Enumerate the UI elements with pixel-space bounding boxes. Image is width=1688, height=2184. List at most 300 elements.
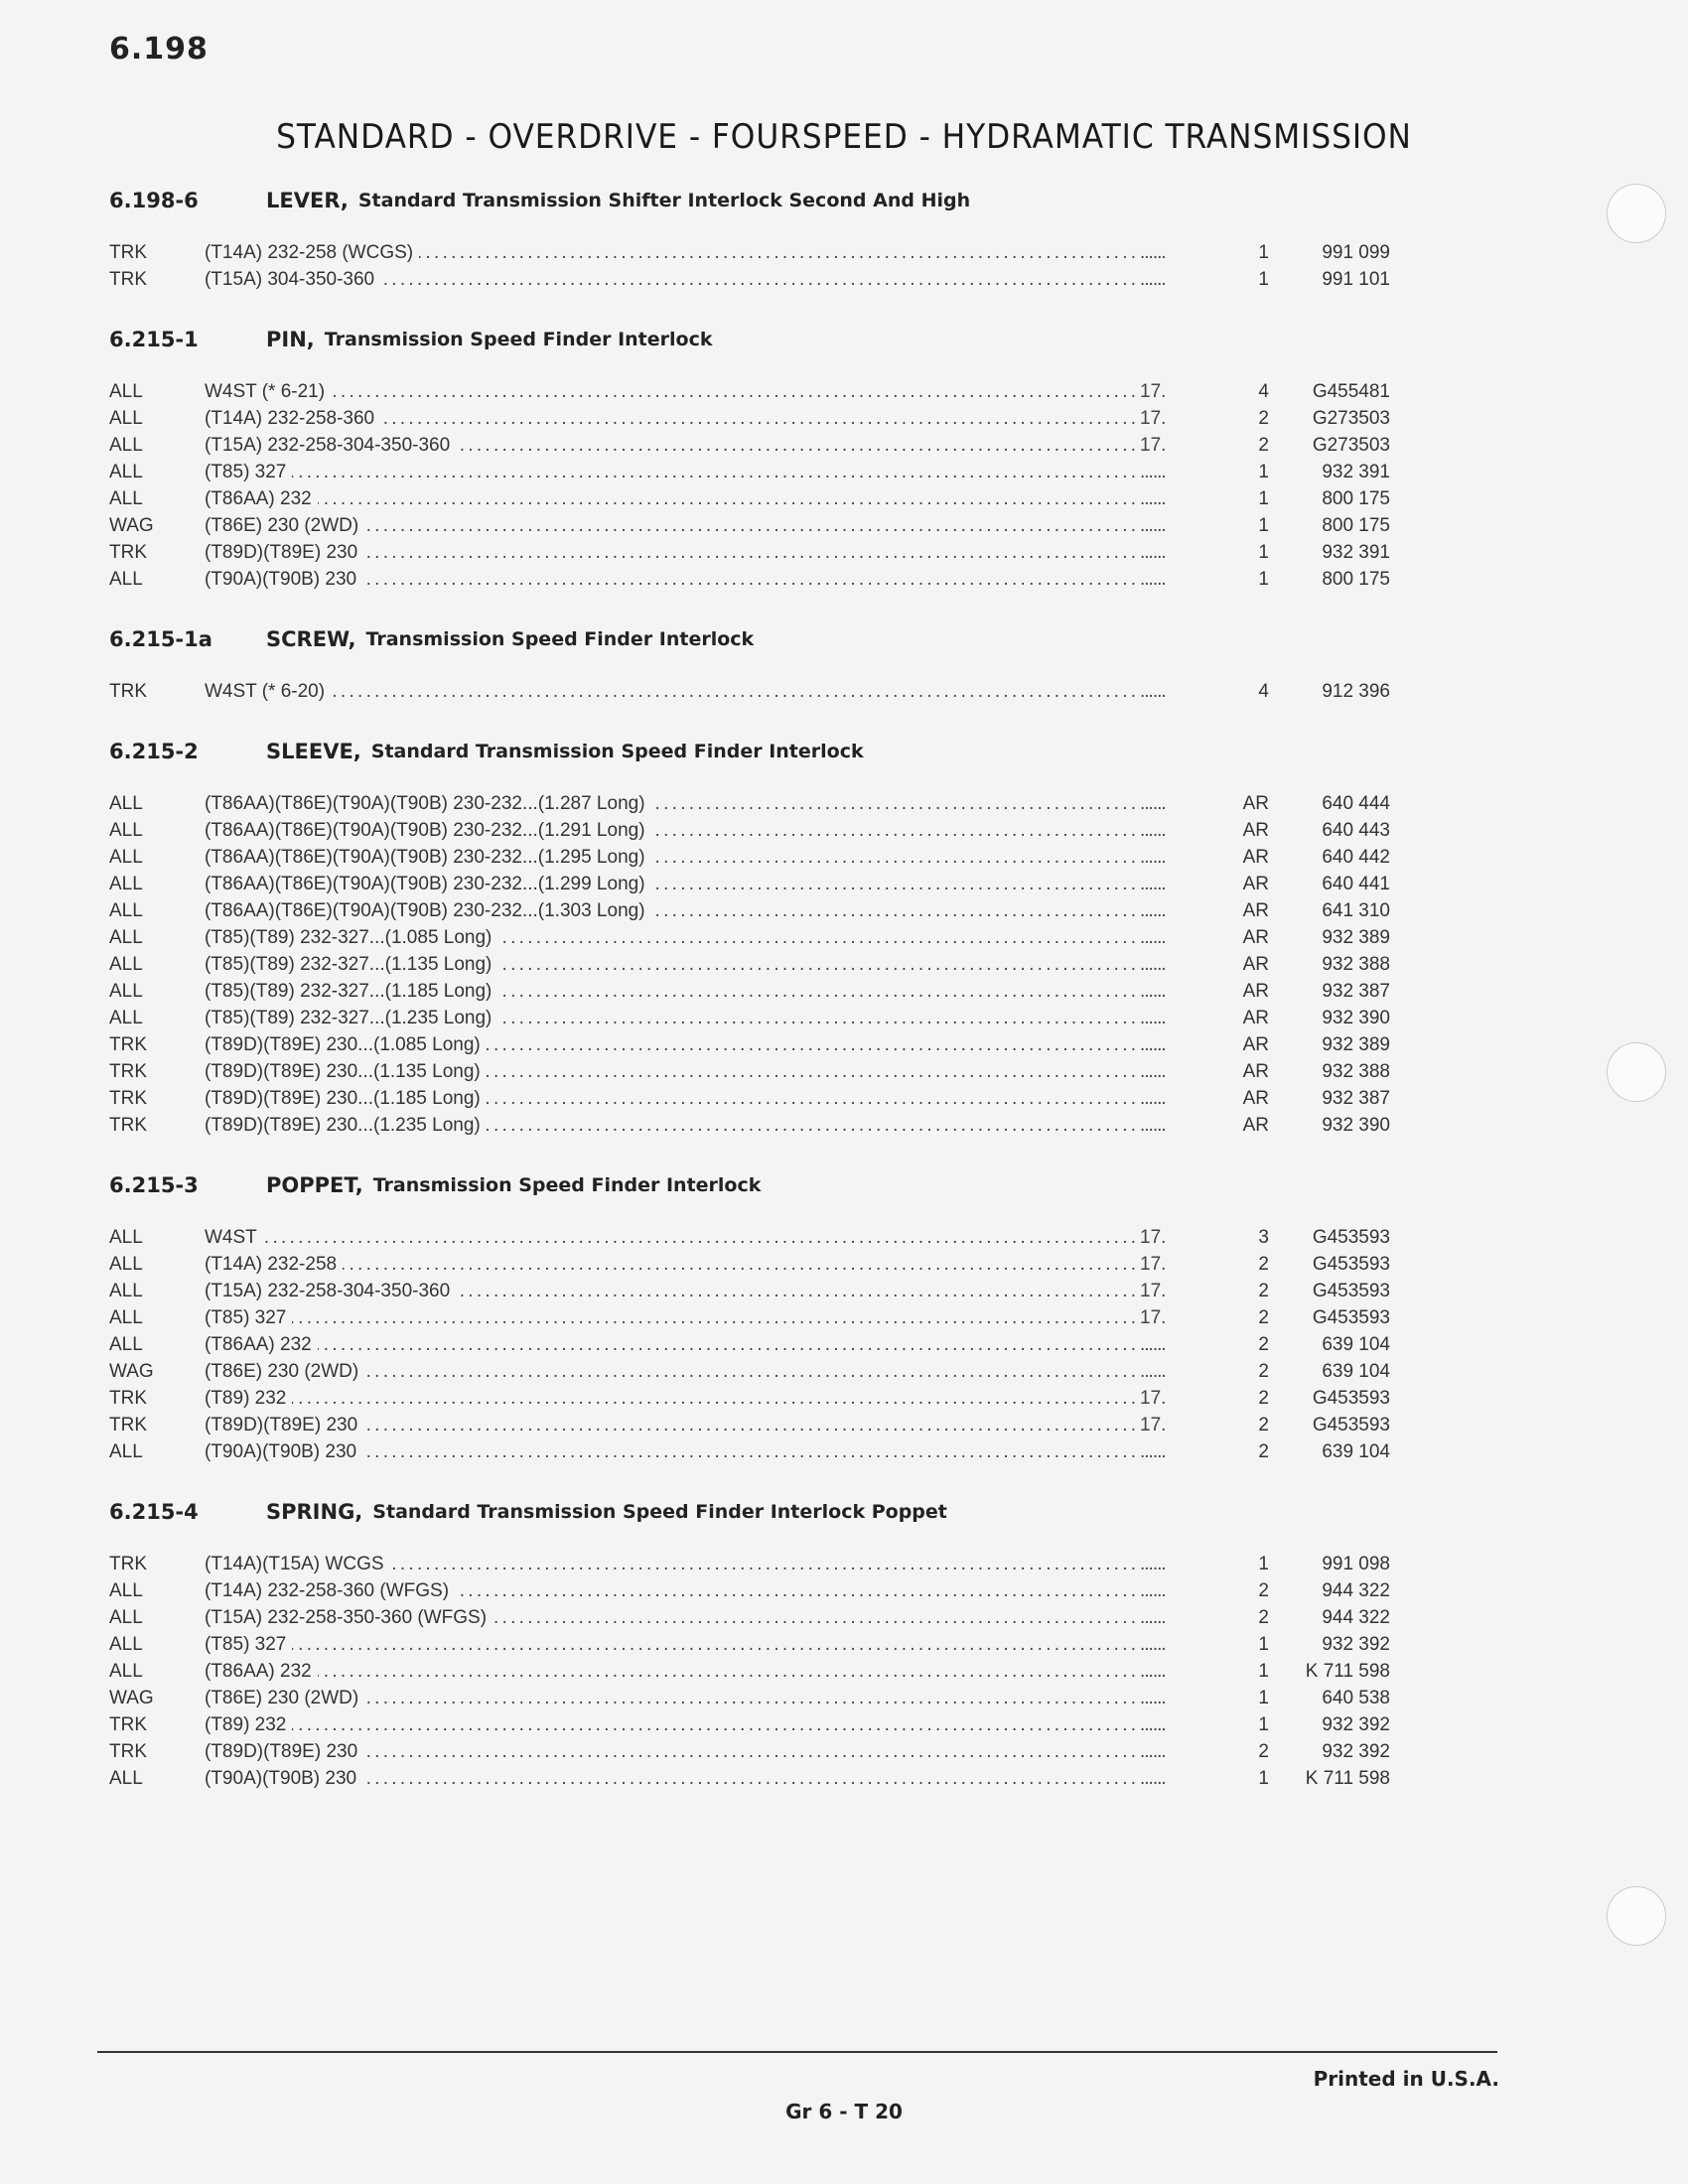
figure-reference: ...... xyxy=(1140,515,1166,536)
figure-reference: ...... xyxy=(1140,1008,1166,1028)
application-description xyxy=(205,515,1140,537)
part-row xyxy=(109,1554,1440,1580)
part-number: K 711 598 xyxy=(1305,1661,1390,1682)
figure-reference: ...... xyxy=(1140,847,1166,868)
application-text: (T14A) 232-258-360 (WFGS) xyxy=(205,1580,455,1601)
section-description: Standard Transmission Speed Finder Interlock xyxy=(370,741,864,762)
application-text: (T85)(T89) 232-327...(1.135 Long) xyxy=(205,954,497,975)
part-row xyxy=(109,569,1440,596)
application-description xyxy=(205,1607,1140,1629)
model-code: ALL xyxy=(109,1281,143,1301)
quantity: 1 xyxy=(1258,1661,1269,1682)
application-text: (T14A)(T15A) WCGS xyxy=(205,1554,390,1574)
model-code: ALL xyxy=(109,381,143,402)
part-row xyxy=(109,1661,1440,1688)
model-code: ALL xyxy=(109,462,143,482)
section-part-name: POPPET, xyxy=(266,1173,363,1197)
application-description xyxy=(205,569,1140,591)
application-text: (T86AA) 232 xyxy=(205,1661,318,1682)
part-number: 640 443 xyxy=(1322,820,1390,841)
application-description xyxy=(205,874,1140,895)
application-text: (T89D)(T89E) 230 xyxy=(205,1415,363,1435)
quantity: 1 xyxy=(1258,269,1269,290)
figure-reference: ...... xyxy=(1140,793,1166,814)
section-header xyxy=(109,617,1440,661)
application-text: (T89D)(T89E) 230 xyxy=(205,542,363,563)
model-code: ALL xyxy=(109,1661,143,1682)
figure-reference: ...... xyxy=(1140,1361,1166,1382)
figure-reference: 17. xyxy=(1140,1227,1167,1248)
part-number: G453593 xyxy=(1312,1281,1390,1301)
part-number: 639 104 xyxy=(1322,1334,1390,1355)
figure-reference: ...... xyxy=(1140,1088,1166,1109)
application-text: (T86E) 230 (2WD) xyxy=(205,1361,364,1382)
quantity: 4 xyxy=(1258,381,1269,402)
application-description xyxy=(205,1661,1140,1683)
model-code: ALL xyxy=(109,569,143,590)
part-row xyxy=(109,1388,1440,1415)
quantity: AR xyxy=(1242,1115,1269,1136)
model-code: ALL xyxy=(109,1254,143,1275)
part-number: 640 441 xyxy=(1322,874,1390,894)
quantity: 1 xyxy=(1258,1714,1269,1735)
part-row xyxy=(109,1088,1440,1115)
part-row xyxy=(109,981,1440,1008)
part-row xyxy=(109,954,1440,981)
application-description xyxy=(205,954,1140,976)
part-number: 932 390 xyxy=(1322,1115,1390,1136)
part-row xyxy=(109,1281,1440,1307)
section-description: Standard Transmission Speed Finder Interlock Poppet xyxy=(372,1501,947,1523)
part-row xyxy=(109,1714,1440,1741)
section-header xyxy=(109,179,1440,222)
part-number: G453593 xyxy=(1312,1307,1390,1328)
part-number: 640 538 xyxy=(1322,1688,1390,1708)
part-row xyxy=(109,435,1440,462)
application-text: (T14A) 232-258-360 xyxy=(205,408,380,429)
model-code: TRK xyxy=(109,269,147,290)
figure-reference: ...... xyxy=(1140,242,1166,263)
quantity: 2 xyxy=(1258,408,1269,429)
parts-section xyxy=(109,617,1440,708)
section-description: Transmission Speed Finder Interlock xyxy=(365,628,755,650)
application-description xyxy=(205,820,1140,842)
application-text: (T86E) 230 (2WD) xyxy=(205,1688,364,1708)
application-text: (T86AA)(T86E)(T90A)(T90B) 230-232...(1.295 Long) xyxy=(205,847,651,868)
application-description xyxy=(205,900,1140,922)
application-text: (T86AA)(T86E)(T90A)(T90B) 230-232...(1.291 Long) xyxy=(205,820,651,841)
model-code: ALL xyxy=(109,1580,143,1601)
model-code: ALL xyxy=(109,981,143,1002)
part-number: 640 442 xyxy=(1322,847,1390,868)
figure-reference: ...... xyxy=(1140,542,1166,563)
part-number: 639 104 xyxy=(1322,1361,1390,1382)
application-text: (T85)(T89) 232-327...(1.235 Long) xyxy=(205,1008,497,1028)
printed-in-label: Printed in U.S.A. xyxy=(1313,2067,1499,2091)
model-code: TRK xyxy=(109,1034,147,1055)
quantity: 1 xyxy=(1258,1554,1269,1574)
part-row xyxy=(109,874,1440,900)
quantity: AR xyxy=(1242,1034,1269,1055)
part-number: 932 388 xyxy=(1322,1061,1390,1082)
part-row xyxy=(109,1061,1440,1088)
application-text: (T89D)(T89E) 230...(1.135 Long) xyxy=(205,1061,487,1082)
part-row xyxy=(109,793,1440,820)
section-description: Transmission Speed Finder Interlock xyxy=(324,329,713,350)
application-text: (T86AA) 232 xyxy=(205,1334,318,1355)
figure-reference: ...... xyxy=(1140,569,1166,590)
part-number: 800 175 xyxy=(1322,488,1390,509)
model-code: ALL xyxy=(109,900,143,921)
figure-reference: ...... xyxy=(1140,462,1166,482)
figure-reference: ...... xyxy=(1140,927,1166,948)
model-code: TRK xyxy=(109,1388,147,1409)
part-row xyxy=(109,1115,1440,1142)
quantity: AR xyxy=(1242,820,1269,841)
part-row xyxy=(109,847,1440,874)
application-description xyxy=(205,1388,1140,1410)
binder-hole xyxy=(1607,1042,1666,1102)
model-code: ALL xyxy=(109,874,143,894)
part-row xyxy=(109,681,1440,708)
part-number: 932 392 xyxy=(1322,1741,1390,1762)
quantity: AR xyxy=(1242,793,1269,814)
figure-reference: 17. xyxy=(1140,1415,1167,1435)
figure-reference: 17. xyxy=(1140,1307,1167,1328)
application-description xyxy=(205,462,1140,483)
application-text: (T15A) 232-258-350-360 (WFGS) xyxy=(205,1607,492,1628)
section-code: 6.215-1a xyxy=(109,627,212,651)
model-code: TRK xyxy=(109,1741,147,1762)
figure-reference: 17. xyxy=(1140,381,1167,402)
application-description xyxy=(205,1554,1140,1575)
application-text: (T90A)(T90B) 230 xyxy=(205,1441,362,1462)
binder-hole xyxy=(1607,184,1666,243)
figure-reference: 17. xyxy=(1140,435,1167,456)
quantity: 2 xyxy=(1258,1334,1269,1355)
model-code: ALL xyxy=(109,408,143,429)
quantity: 2 xyxy=(1258,1441,1269,1462)
part-number: 932 388 xyxy=(1322,954,1390,975)
model-code: ALL xyxy=(109,1607,143,1628)
part-number: 639 104 xyxy=(1322,1441,1390,1462)
application-text: W4ST (* 6-20) xyxy=(205,681,331,702)
quantity: 1 xyxy=(1258,462,1269,482)
part-number: 991 098 xyxy=(1322,1554,1390,1574)
quantity: 1 xyxy=(1258,242,1269,263)
application-text: W4ST xyxy=(205,1227,263,1248)
figure-reference: ...... xyxy=(1140,981,1166,1002)
part-row xyxy=(109,542,1440,569)
figure-reference: ...... xyxy=(1140,1607,1166,1628)
model-code: TRK xyxy=(109,1115,147,1136)
figure-reference: ...... xyxy=(1140,1334,1166,1355)
model-code: TRK xyxy=(109,1554,147,1574)
quantity: 1 xyxy=(1258,488,1269,509)
application-description xyxy=(205,1088,1140,1110)
part-number: 800 175 xyxy=(1322,569,1390,590)
application-description xyxy=(205,1061,1140,1083)
part-number: 944 322 xyxy=(1322,1580,1390,1601)
part-number: 932 387 xyxy=(1322,1088,1390,1109)
application-description xyxy=(205,1580,1140,1602)
part-row xyxy=(109,242,1440,269)
application-description xyxy=(205,681,1140,703)
model-code: ALL xyxy=(109,927,143,948)
application-description xyxy=(205,1008,1140,1029)
parts-section xyxy=(109,318,1440,596)
part-row xyxy=(109,1334,1440,1361)
application-text: (T86AA) 232 xyxy=(205,488,318,509)
application-description xyxy=(205,269,1140,291)
application-description xyxy=(205,408,1140,430)
model-code: TRK xyxy=(109,1415,147,1435)
section-description: Standard Transmission Shifter Interlock Second And High xyxy=(357,190,971,211)
section-code: 6.215-4 xyxy=(109,1500,199,1524)
application-description xyxy=(205,381,1140,403)
binder-hole xyxy=(1607,1886,1666,1946)
part-number: G455481 xyxy=(1312,381,1390,402)
part-row xyxy=(109,1034,1440,1061)
application-text: (T89D)(T89E) 230...(1.235 Long) xyxy=(205,1115,487,1136)
application-text: (T85)(T89) 232-327...(1.185 Long) xyxy=(205,981,497,1002)
application-text: (T90A)(T90B) 230 xyxy=(205,569,362,590)
model-code: TRK xyxy=(109,242,147,263)
application-text: (T86E) 230 (2WD) xyxy=(205,515,364,536)
page-number: 6.198 xyxy=(109,32,209,67)
figure-reference: ...... xyxy=(1140,1554,1166,1574)
quantity: 2 xyxy=(1258,435,1269,456)
application-text: (T89) 232 xyxy=(205,1714,292,1735)
quantity: 2 xyxy=(1258,1307,1269,1328)
part-number: 932 389 xyxy=(1322,1034,1390,1055)
figure-reference: 17. xyxy=(1140,1254,1167,1275)
quantity: AR xyxy=(1242,847,1269,868)
quantity: 2 xyxy=(1258,1361,1269,1382)
part-number: 932 392 xyxy=(1322,1634,1390,1655)
part-number: 932 391 xyxy=(1322,462,1390,482)
application-description xyxy=(205,1034,1140,1056)
model-code: ALL xyxy=(109,847,143,868)
application-text: (T89D)(T89E) 230 xyxy=(205,1741,363,1762)
part-number: G453593 xyxy=(1312,1254,1390,1275)
quantity: 1 xyxy=(1258,1768,1269,1789)
quantity: AR xyxy=(1242,900,1269,921)
quantity: 1 xyxy=(1258,542,1269,563)
quantity: 2 xyxy=(1258,1607,1269,1628)
quantity: 4 xyxy=(1258,681,1269,702)
part-row xyxy=(109,1741,1440,1768)
quantity: 1 xyxy=(1258,1634,1269,1655)
application-text: (T15A) 232-258-304-350-360 xyxy=(205,1281,456,1301)
quantity: AR xyxy=(1242,1061,1269,1082)
section-description: Transmission Speed Finder Interlock xyxy=(372,1174,762,1196)
part-number: 932 389 xyxy=(1322,927,1390,948)
model-code: TRK xyxy=(109,681,147,702)
application-description xyxy=(205,1768,1140,1790)
application-text: (T14A) 232-258 (WCGS) xyxy=(205,242,419,263)
figure-reference: ...... xyxy=(1140,1034,1166,1055)
part-number: 640 444 xyxy=(1322,793,1390,814)
part-number: 991 099 xyxy=(1322,242,1390,263)
part-row xyxy=(109,820,1440,847)
section-part-name: SCREW, xyxy=(266,627,356,651)
application-description xyxy=(205,1115,1140,1137)
model-code: ALL xyxy=(109,793,143,814)
application-description xyxy=(205,542,1140,564)
model-code: TRK xyxy=(109,1714,147,1735)
part-row xyxy=(109,1008,1440,1034)
page-reference: Gr 6 - T 20 xyxy=(785,2100,903,2123)
quantity: 3 xyxy=(1258,1227,1269,1248)
parts-list xyxy=(109,179,1440,1817)
part-number: 912 396 xyxy=(1322,681,1390,702)
part-row xyxy=(109,269,1440,296)
application-text: (T86AA)(T86E)(T90A)(T90B) 230-232...(1.303 Long) xyxy=(205,900,651,921)
model-code: ALL xyxy=(109,954,143,975)
part-number: G273503 xyxy=(1312,408,1390,429)
model-code: ALL xyxy=(109,1768,143,1789)
part-row xyxy=(109,1768,1440,1795)
figure-reference: ...... xyxy=(1140,954,1166,975)
part-row xyxy=(109,1227,1440,1254)
parts-section xyxy=(109,730,1440,1142)
application-text: (T14A) 232-258 xyxy=(205,1254,343,1275)
section-part-name: SLEEVE, xyxy=(266,740,361,763)
part-row xyxy=(109,488,1440,515)
figure-reference: ...... xyxy=(1140,1115,1166,1136)
figure-reference: ...... xyxy=(1140,1661,1166,1682)
part-number: 932 387 xyxy=(1322,981,1390,1002)
application-description xyxy=(205,1334,1140,1356)
figure-reference: 17. xyxy=(1140,1388,1167,1409)
quantity: 2 xyxy=(1258,1415,1269,1435)
parts-section xyxy=(109,1163,1440,1468)
model-code: ALL xyxy=(109,488,143,509)
figure-reference: ...... xyxy=(1140,1688,1166,1708)
application-text: W4ST (* 6-21) xyxy=(205,381,331,402)
application-text: (T85) 327 xyxy=(205,1634,292,1655)
figure-reference: ...... xyxy=(1140,681,1166,702)
section-header xyxy=(109,730,1440,773)
model-code: WAG xyxy=(109,1688,154,1708)
application-description xyxy=(205,793,1140,815)
application-description xyxy=(205,488,1140,510)
application-description xyxy=(205,1415,1140,1436)
model-code: ALL xyxy=(109,435,143,456)
part-row xyxy=(109,381,1440,408)
application-description xyxy=(205,1741,1140,1763)
application-description xyxy=(205,1281,1140,1302)
quantity: AR xyxy=(1242,981,1269,1002)
model-code: ALL xyxy=(109,1008,143,1028)
section-code: 6.198-6 xyxy=(109,189,199,212)
part-row xyxy=(109,1307,1440,1334)
figure-reference: 17. xyxy=(1140,1281,1167,1301)
figure-reference: ...... xyxy=(1140,900,1166,921)
section-part-name: PIN, xyxy=(266,328,315,351)
application-text: (T89D)(T89E) 230...(1.185 Long) xyxy=(205,1088,487,1109)
part-row xyxy=(109,1688,1440,1714)
application-text: (T15A) 304-350-360 xyxy=(205,269,380,290)
application-description xyxy=(205,1634,1140,1656)
quantity: 2 xyxy=(1258,1741,1269,1762)
page-title: STANDARD - OVERDRIVE - FOURSPEED - HYDRAMATIC TRANSMISSION xyxy=(276,117,1412,157)
application-text: (T86AA)(T86E)(T90A)(T90B) 230-232...(1.287 Long) xyxy=(205,793,651,814)
part-number: 932 391 xyxy=(1322,542,1390,563)
application-description xyxy=(205,981,1140,1003)
model-code: ALL xyxy=(109,1227,143,1248)
quantity: 2 xyxy=(1258,1281,1269,1301)
application-description xyxy=(205,242,1140,264)
quantity: AR xyxy=(1242,874,1269,894)
part-row xyxy=(109,900,1440,927)
model-code: TRK xyxy=(109,1061,147,1082)
quantity: 2 xyxy=(1258,1254,1269,1275)
quantity: 1 xyxy=(1258,1688,1269,1708)
application-text: (T89D)(T89E) 230...(1.085 Long) xyxy=(205,1034,487,1055)
figure-reference: ...... xyxy=(1140,269,1166,290)
part-number: 800 175 xyxy=(1322,515,1390,536)
application-description xyxy=(205,1227,1140,1249)
model-code: ALL xyxy=(109,1441,143,1462)
parts-section xyxy=(109,179,1440,296)
figure-reference: ...... xyxy=(1140,1441,1166,1462)
quantity: AR xyxy=(1242,954,1269,975)
application-description xyxy=(205,1688,1140,1709)
quantity: AR xyxy=(1242,1088,1269,1109)
figure-reference: ...... xyxy=(1140,874,1166,894)
application-description xyxy=(205,1307,1140,1329)
model-code: ALL xyxy=(109,1307,143,1328)
model-code: ALL xyxy=(109,1334,143,1355)
part-number: 944 322 xyxy=(1322,1607,1390,1628)
section-part-name: LEVER, xyxy=(266,189,349,212)
application-description xyxy=(205,435,1140,457)
part-row xyxy=(109,1634,1440,1661)
part-row xyxy=(109,927,1440,954)
part-row xyxy=(109,1254,1440,1281)
application-description xyxy=(205,1361,1140,1383)
application-description xyxy=(205,847,1140,869)
section-code: 6.215-2 xyxy=(109,740,199,763)
figure-reference: 17. xyxy=(1140,408,1167,429)
part-number: G453593 xyxy=(1312,1415,1390,1435)
application-description xyxy=(205,927,1140,949)
section-code: 6.215-1 xyxy=(109,328,199,351)
part-number: K 711 598 xyxy=(1305,1768,1390,1789)
figure-reference: ...... xyxy=(1140,1714,1166,1735)
part-number: 932 392 xyxy=(1322,1714,1390,1735)
application-text: (T15A) 232-258-304-350-360 xyxy=(205,435,456,456)
model-code: ALL xyxy=(109,1634,143,1655)
quantity: 1 xyxy=(1258,515,1269,536)
section-header xyxy=(109,318,1440,361)
part-row xyxy=(109,1580,1440,1607)
application-text: (T90A)(T90B) 230 xyxy=(205,1768,362,1789)
parts-section xyxy=(109,1490,1440,1795)
part-row xyxy=(109,408,1440,435)
figure-reference: ...... xyxy=(1140,1061,1166,1082)
figure-reference: ...... xyxy=(1140,1634,1166,1655)
application-text: (T86AA)(T86E)(T90A)(T90B) 230-232...(1.299 Long) xyxy=(205,874,651,894)
figure-reference: ...... xyxy=(1140,820,1166,841)
section-header xyxy=(109,1490,1440,1534)
model-code: TRK xyxy=(109,542,147,563)
model-code: WAG xyxy=(109,515,154,536)
quantity: 2 xyxy=(1258,1580,1269,1601)
part-row xyxy=(109,1415,1440,1441)
